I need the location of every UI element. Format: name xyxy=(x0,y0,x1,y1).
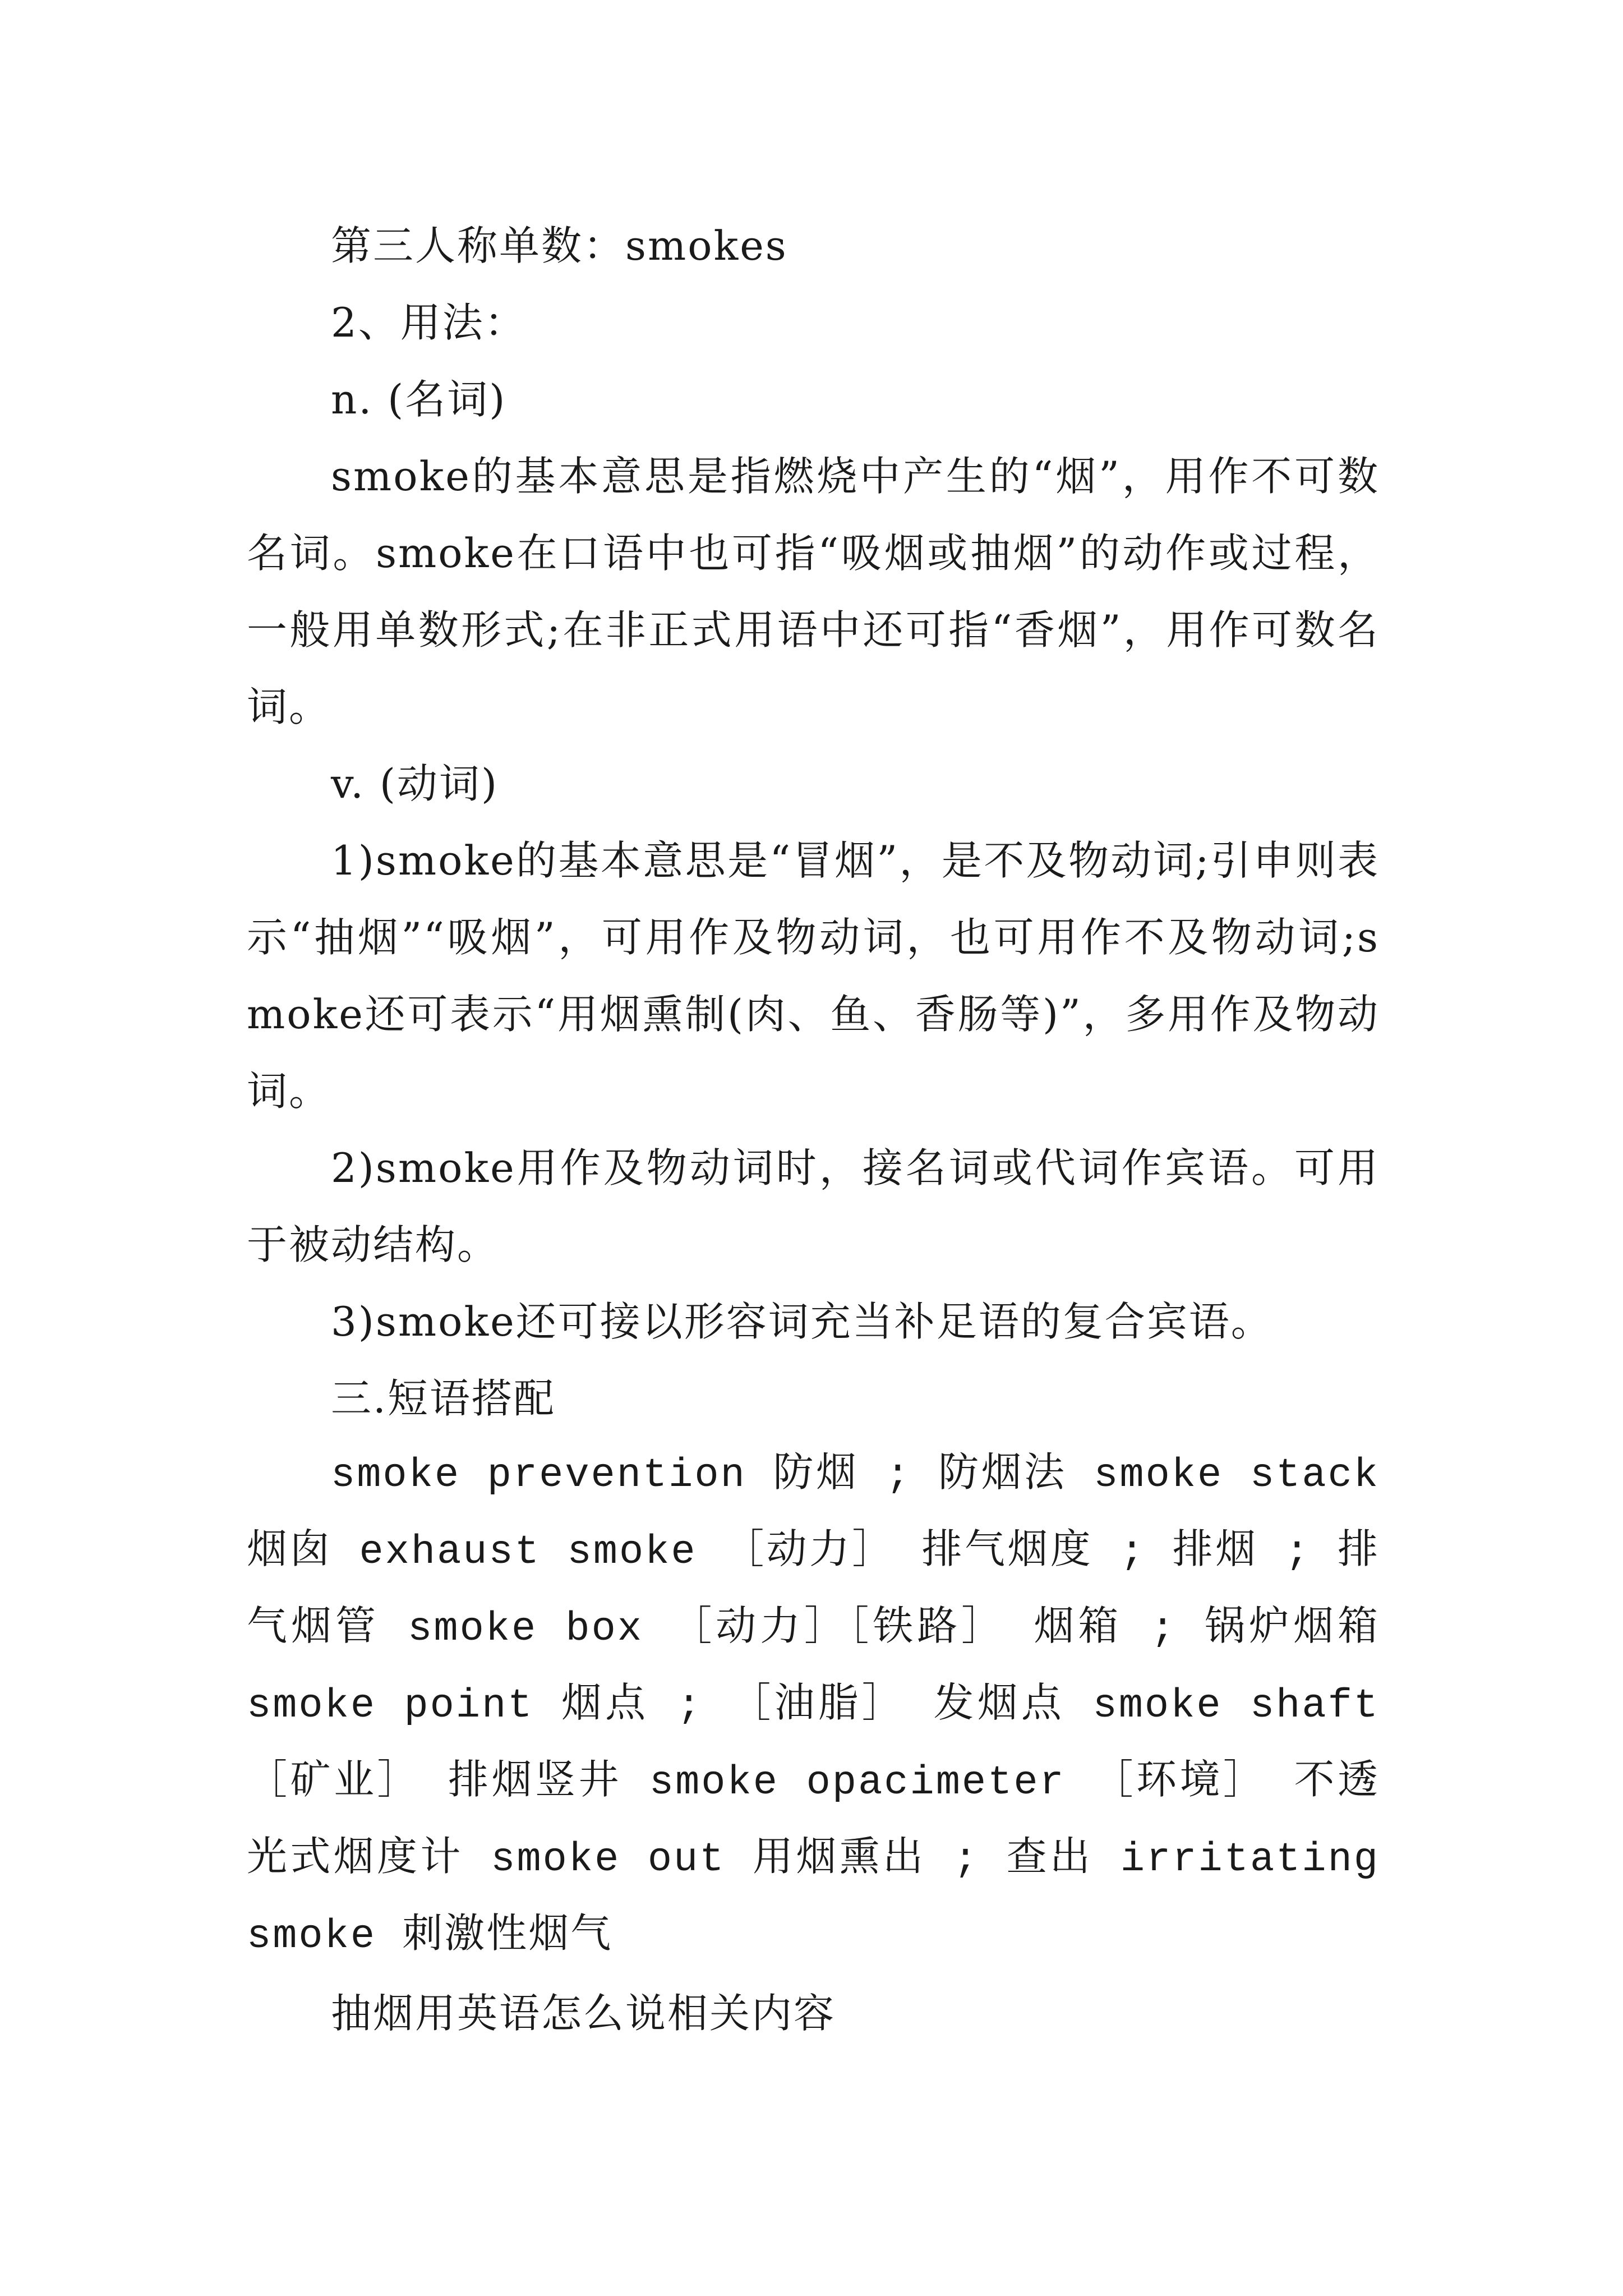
phrases-heading: 三.短语搭配 xyxy=(331,1375,556,1422)
noun-heading: n. (名词) xyxy=(331,376,507,423)
verb-usage-paragraph-3: 3)smoke还可接以形容词充当补足语的复合宾语。 xyxy=(331,1298,1273,1345)
related-content-heading: 抽烟用英语怎么说相关内容 xyxy=(331,1990,836,2037)
usage-heading: 2、用法： xyxy=(331,299,527,346)
verb-usage-paragraph-2: 2)smoke用作及物动词时，接名词或代词作宾语。可用于被动结构。 xyxy=(247,1144,1380,1268)
noun-usage-paragraph: smoke的基本意思是指燃烧中产生的“烟”，用作不可数名词。smoke在口语中也可指“吸烟或抽烟”的动作或过程，一般用单数形式;在非正式用语中还可指“香烟”，用作可数名词。 xyxy=(247,453,1380,730)
phrases-paragraph: smoke prevention 防烟 ; 防烟法 smoke stack 烟囱 exhaust smoke ［动力］ 排气烟度 ; 排烟 ; 排气烟管 smoke box ［动力］［铁路］ 烟箱 ; 锅炉烟箱 smoke point 烟点 ; ［油脂］ 发烟点 smoke shaft ［矿业］ 排烟竖井 smoke opacimeter ［环境］ 不透光式烟度计 smoke out 用烟熏出 ; 查出 irritating smoke 刺激性烟气 xyxy=(247,1452,1380,1959)
document-body xyxy=(247,208,1380,2052)
verb-usage-paragraph-1: 1)smoke的基本意思是“冒烟”，是不及物动词;引申则表示“抽烟”“吸烟”，可用作及物动词，也可用作不及物动词;smoke还可表示“用烟熏制(肉、鱼、香肠等)”，多用作及物动词。 xyxy=(247,837,1380,1115)
verb-heading: v. (动词) xyxy=(331,760,499,807)
third-person-singular-line: 第三人称单数：smokes xyxy=(331,222,788,269)
